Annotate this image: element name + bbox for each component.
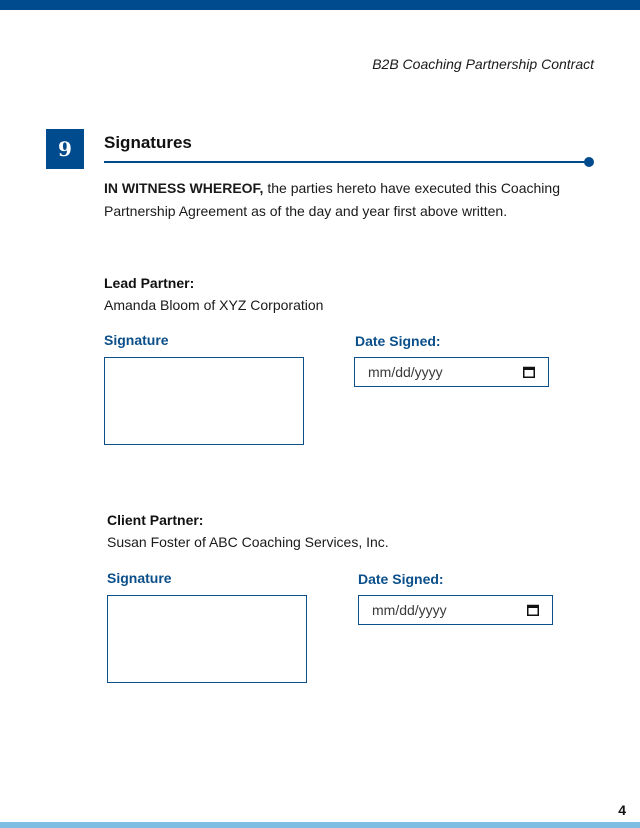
lead-date-input[interactable] xyxy=(354,357,549,387)
client-partner-name: Susan Foster of ABC Coaching Services, Inc. xyxy=(107,534,389,550)
client-signature-box[interactable] xyxy=(107,595,307,683)
lead-partner-name: Amanda Bloom of XYZ Corporation xyxy=(104,297,324,313)
client-date-label: Date Signed: xyxy=(358,571,444,587)
calendar-icon[interactable] xyxy=(523,366,535,378)
bottom-accent-bar xyxy=(0,822,640,828)
client-partner-label: Client Partner: xyxy=(107,512,204,528)
client-partner-block xyxy=(107,511,587,553)
lead-partner-label: Lead Partner: xyxy=(104,275,195,291)
section-title: Signatures xyxy=(104,133,192,152)
page-number: 4 xyxy=(618,802,626,818)
divider-dot xyxy=(584,157,594,167)
document-title: B2B Coaching Partnership Contract xyxy=(372,56,594,72)
section-divider xyxy=(104,161,588,163)
witness-lead-in: IN WITNESS WHEREOF, xyxy=(104,180,264,196)
client-date-placeholder: mm/dd/yyyy xyxy=(372,602,447,618)
top-accent-bar xyxy=(0,0,640,10)
lead-signature-label: Signature xyxy=(104,332,169,348)
witness-paragraph xyxy=(104,177,584,223)
lead-signature-box[interactable] xyxy=(104,357,304,445)
lead-date-label: Date Signed: xyxy=(355,333,441,349)
lead-date-placeholder: mm/dd/yyyy xyxy=(368,364,443,380)
client-signature-label: Signature xyxy=(107,570,172,586)
section-number-badge: 9 xyxy=(46,129,84,169)
witness-text: the parties hereto have executed this Coaching Partnership Agreement as of the day and year first above written. xyxy=(104,180,560,219)
lead-partner-block xyxy=(104,274,584,316)
client-date-input[interactable] xyxy=(358,595,553,625)
calendar-icon[interactable] xyxy=(527,604,539,616)
